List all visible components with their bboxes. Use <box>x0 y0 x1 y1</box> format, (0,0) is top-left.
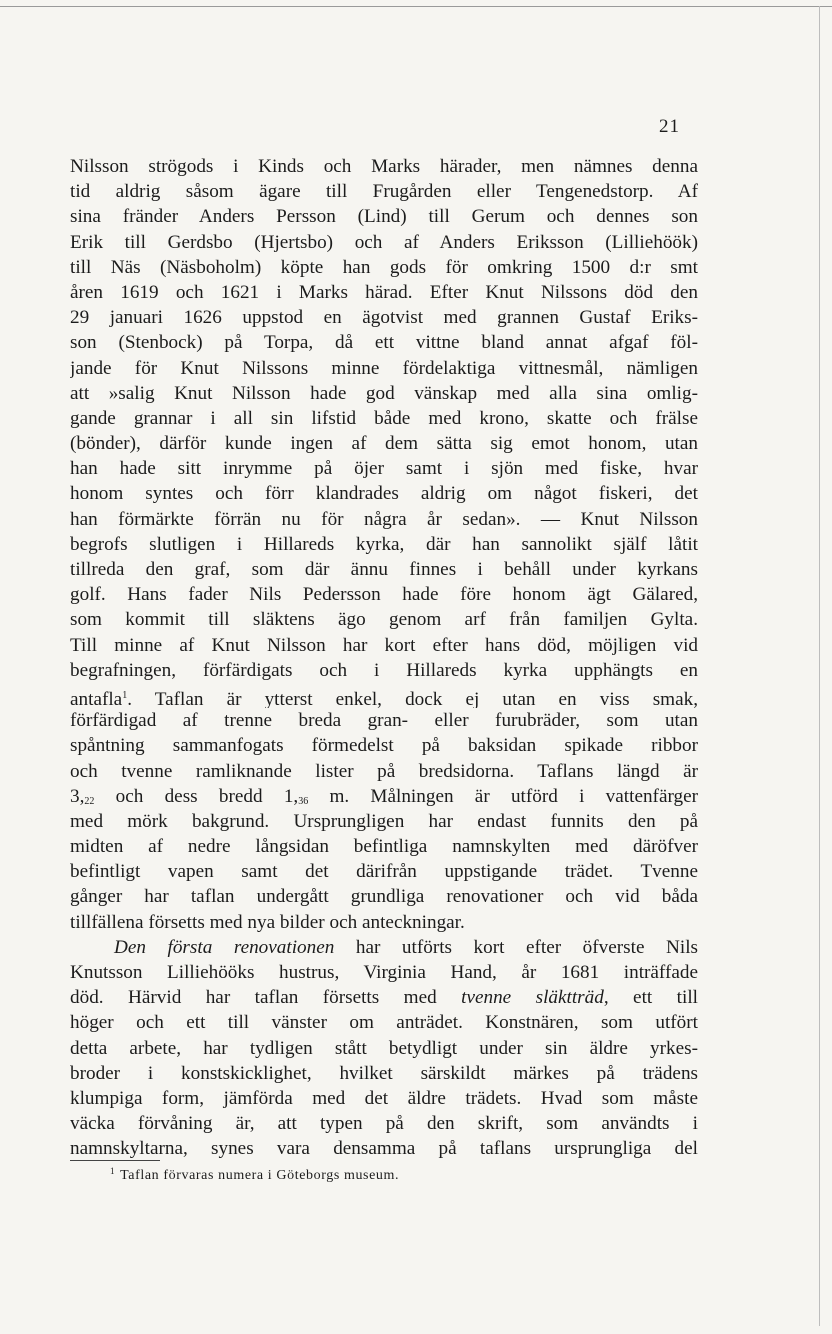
page-number: 21 <box>659 116 680 137</box>
text-line: Knutsson Lilliehööks hustrus, Virginia Hand, år 1681 inträffade <box>70 962 698 983</box>
length-decimal: 22 <box>84 795 95 807</box>
footnote-mark: 1 <box>110 1166 116 1176</box>
text-line: midten af nedre långsidan befintliga namnskylten med däröfver <box>70 836 698 858</box>
text-line: begrofs slutligen i Hillareds kyrka, där han sannolikt själf låtit <box>70 533 698 555</box>
text-line: han förmärkte förrän nu för några år sedan». — Knut Nilsson <box>70 508 698 530</box>
text-line: 29 januari 1626 uppstod en ägotvist med grannen Gustaf Eriks- <box>70 307 698 329</box>
text-fragment: antafla <box>70 688 123 709</box>
text-line: befintligt vapen samt det därifrån uppstigande trädet. Tvenne <box>70 861 698 883</box>
text-line-footnote-ref <box>70 683 698 708</box>
text-fragment: har utförts kort efter öfverste Nils <box>334 936 698 958</box>
text-fragment: m. Målningen är utförd i vattenfärger <box>308 785 698 807</box>
body-text <box>70 154 698 1162</box>
text-line: Erik till Gerdsbo (Hjertsbo) och af Anders Eriksson (Lilliehöök) <box>70 231 698 253</box>
text-fragment: och dess bredd 1, <box>94 785 299 807</box>
text-line: gande grannar i all sin lifstid både med krono, skatte och frälse <box>70 407 698 429</box>
text-line: begrafningen, förfärdigats och i Hillareds kyrka upphängts en <box>70 659 698 681</box>
text-line: gånger har taflan undergått grundliga renovationer och vid båda <box>70 886 698 908</box>
text-line: Till minne af Knut Nilsson har kort efter hans död, möjligen vid <box>70 634 698 656</box>
footnote-separator <box>70 1160 160 1161</box>
text-fragment: död. Härvid har taflan försetts med <box>70 987 462 1009</box>
text-line-emphasis <box>70 985 698 1010</box>
text-line: tillfällena försetts med nya bilder och anteckningar. <box>70 911 465 933</box>
text-line: väcka förvåning är, att typen på den skrift, som användts i <box>70 1113 698 1135</box>
text-line: tid aldrig såsom ägare till Frugården eller Tengenedstorp. Af <box>70 181 698 203</box>
text-line: jande för Knut Nilssons minne fördelaktiga vittnesmål, nämligen <box>70 357 698 379</box>
text-line: förfärdigad af trenne breda gran- eller furubräder, som utan <box>70 710 698 732</box>
text-line: höger och ett till vänster om anträdet. Konstnären, som utfört <box>70 1012 698 1034</box>
text-line: att »salig Knut Nilsson hade god vänskap med alla sina omlig- <box>70 382 698 404</box>
text-line: detta arbete, har tydligen stått betydligt under sin äldre yrkes- <box>70 1037 698 1059</box>
footnote-text: Taflan förvaras numera i Göteborgs museum. <box>120 1168 400 1183</box>
text-line: klumpiga form, jämförda med det äldre trädets. Hvad som måste <box>70 1087 698 1109</box>
width-decimal: 36 <box>298 795 309 807</box>
text-line: till Näs (Näsboholm) köpte han gods för omkring 1500 d:r smt <box>70 256 698 278</box>
page-top-edge <box>0 6 832 7</box>
text-line: som kommit till släktens ägo genom arf från familjen Gylta. <box>70 609 698 631</box>
text-line: golf. Hans fader Nils Pedersson hade före honom ägt Gälared, <box>70 584 698 606</box>
footnote <box>110 1166 399 1184</box>
text-line: han hade sitt inrymme på öjer samt i sjön med fiske, hvar <box>70 458 698 480</box>
text-line: Nilsson strögods i Kinds och Marks härader, men nämnes denna <box>70 156 698 177</box>
text-line: åren 1619 och 1621 i Marks härad. Efter Knut Nilssons död den <box>70 281 698 303</box>
italic-phrase: tvenne släktträd <box>461 987 604 1009</box>
page-right-edge <box>819 6 820 1326</box>
footnote-reference: 1 <box>122 689 128 701</box>
text-line: och tvenne ramliknande lister på bredsidorna. Taflans längd är <box>70 760 698 782</box>
text-line: broder i konstskicklighet, hvilket särskildt märkes på trädens <box>70 1062 698 1084</box>
text-line: sina fränder Anders Persson (Lind) till Gerum och dennes son <box>70 206 698 228</box>
text-line: son (Stenbock) på Torpa, då ett vittne bland annat afgaf föl- <box>70 332 698 354</box>
italic-heading-phrase: Den första renovationen <box>114 936 335 958</box>
text-line: (bönder), därför kunde ingen af dem sätta sig emot honom, utan <box>70 433 698 455</box>
text-fragment: . Taflan är ytterst enkel, dock ej utan en viss smak, <box>127 688 698 709</box>
text-line: honom syntes och förr klandrades aldrig om något fiskeri, det <box>70 483 698 505</box>
text-fragment: , ett till <box>603 987 698 1009</box>
text-line-section-start <box>70 935 698 960</box>
text-line: med mörk bakgrund. Ursprungligen har endast funnits den på <box>70 810 698 832</box>
text-line-measurements <box>70 784 698 809</box>
text-line: tillreda den graf, som där ännu finnes i behåll under kyrkans <box>70 559 698 580</box>
text-line: namnskyltarna, synes vara densamma på taflans ursprungliga del <box>70 1138 698 1160</box>
length-integer: 3, <box>70 785 85 807</box>
text-line: spåntning sammanfogats förmedelst på baksidan spikade ribbor <box>70 735 698 757</box>
